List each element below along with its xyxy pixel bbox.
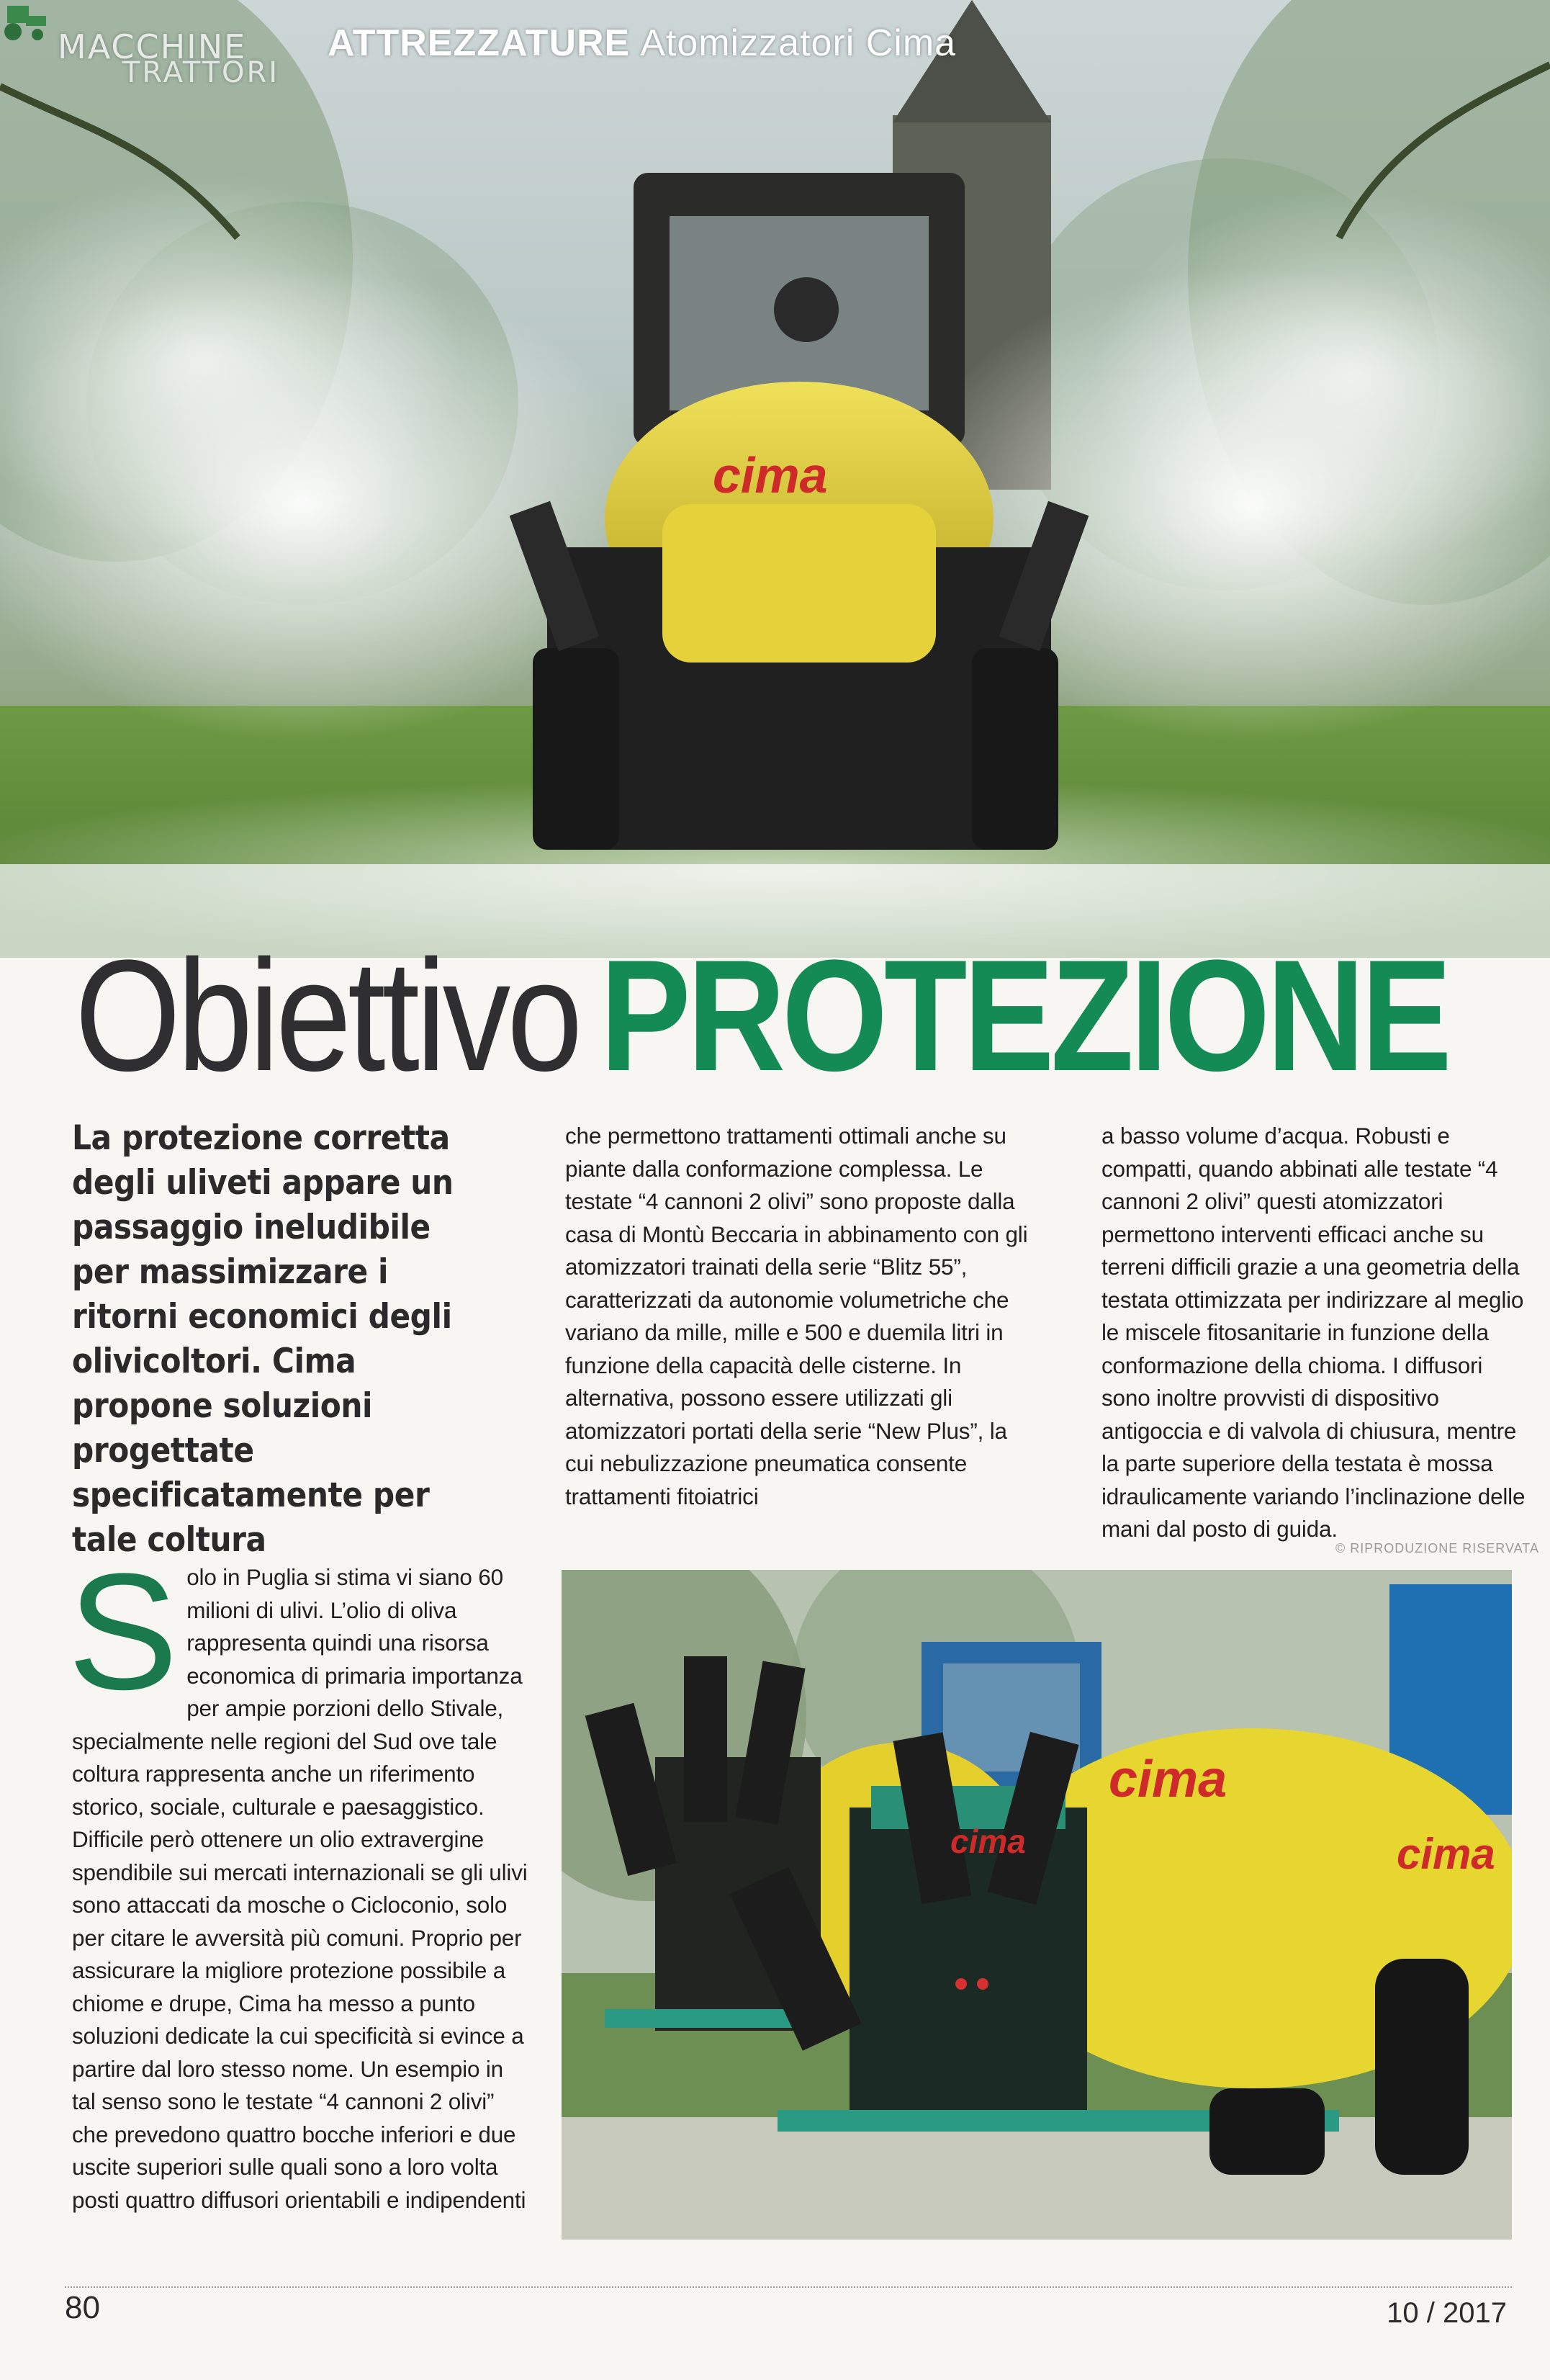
photo-sprayers-illustration — [562, 1570, 1512, 2240]
magazine-logo-line2: TRATTORI — [122, 56, 280, 89]
magazine-logo-line1: MACCHINE — [58, 27, 247, 66]
drop-cap: S — [68, 1539, 179, 1724]
body-paragraph-left: olo in Puglia si stima vi siano 60 milioni di ulivi. L’olio di oliva rappresenta quindi una risorsa economica di primaria importanza per ampie porzioni dello Stivale, specialmente nelle regioni del Sud ove tale coltura rappresenta anche un riferimento storico, sociale, culturale e paesaggistico. Difficile però ottenere un olio extravergine spendibile sui mercati internazionali se gli ulivi sono attaccati da mosche o Cicloconio, solo per citare le avversità più comuni. Proprio per assicurare la migliore protezione possibile a chiome e drupe, Cima ha messo a punto soluzioni dedicate la cui specificità si evince a partire dal loro stesso nome. Un esempio in tal senso sono le testate “4 cannoni 2 olivi” che prevedono quattro bocche inferiori e due uscite superiori sulle quali sono a loro volta posti quattro diffusori orientabili e indipendenti — [72, 1564, 528, 2213]
copyright-notice: © RIPRODUZIONE RISERVATA — [1335, 1541, 1539, 1555]
hero-tank-brand: cima — [713, 447, 828, 503]
section-label — [328, 22, 956, 65]
body-column-left — [68, 1539, 533, 2217]
sprayer-tank-brand-left: cima — [950, 1823, 1026, 1860]
hero-photo-tractor-spraying — [0, 0, 1550, 958]
title-part1: Obiettivo — [75, 927, 580, 1104]
page-number: 80 — [65, 2290, 100, 2325]
article-title — [75, 927, 1448, 1104]
tractor-logo-icon — [0, 0, 50, 43]
article-lead: La protezione corretta degli uliveti appare un passaggio ineludibile per massimizzare i ritorni economici degli olivicoltori. Cima propone soluzioni progettate specificatamente per tale coltura — [72, 1118, 454, 1560]
title-part2: PROTEZIONE — [600, 927, 1448, 1104]
magazine-header — [0, 0, 1550, 94]
body-column-middle — [565, 1120, 1040, 1513]
footer-divider — [65, 2286, 1512, 2288]
body-paragraph-middle: che permettono trattamenti ottimali anche su piante dalla conformazione complessa. Le testate “4 cannoni 2 olivi” sono proposte dalla casa di Montù Beccaria in abbinamento con gli atomizzatori trainati della serie “Blitz 55”, caratterizzati da autonomie volumetriche che variano da mille, mille e 500 e duemila litri in funzione della capacità delle cisterne. In alternativa, possono essere utilizzati gli atomizzatori portati della serie “New Plus”, la cui nebulizzazione pneumatica consente trattamenti fitoiatrici — [565, 1123, 1028, 1509]
body-column-right — [1101, 1120, 1533, 1546]
section-topic: Atomizzatori Cima — [640, 22, 957, 64]
section-name: ATTREZZATURE — [328, 22, 631, 64]
sprayer-tank-brand-right: cima — [1109, 1751, 1227, 1808]
issue-date: 10 / 2017 — [1387, 2297, 1507, 2329]
photo-sprayers — [562, 1570, 1512, 2240]
sprayer-tank-brand-side: cima — [1397, 1830, 1495, 1878]
body-paragraph-right: a basso volume d’acqua. Robusti e compatti, quando abbinati alle testate “4 cannoni 2 olivi” questi atomizzatori permettono interventi efficaci anche su terreni difficili grazie a una geometria della testata ottimizzata per indirizzare al meglio le miscele fitosanitarie in funzione della conformazione della chioma. I diffusori sono inoltre provvisti di dispositivo antigoccia e di valvola di chiusura, mentre la parte superiore della testata è mossa idraulicamente variando l’inclinazione delle mani dal posto di guida. — [1101, 1123, 1526, 1542]
